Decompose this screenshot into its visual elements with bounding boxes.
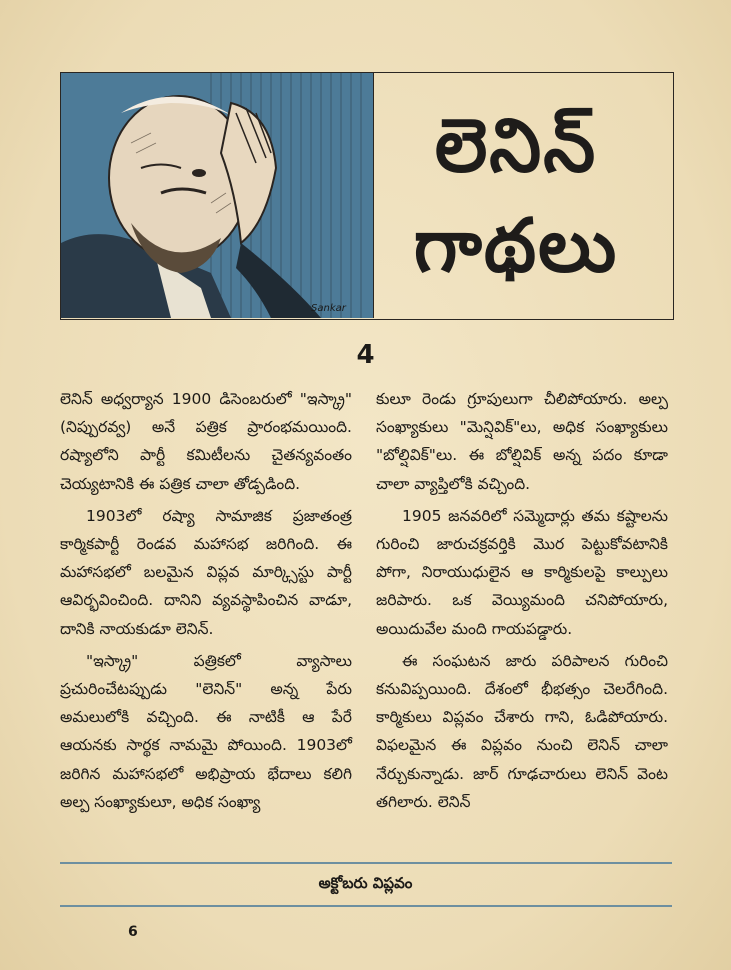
- title-line-2: గాథలు: [401, 209, 631, 283]
- paragraph: ఈ సంఘటన జారు పరిపాలన గురించి కనువిప్పయింది. దేశంలో భీభత్సం చెలరేగింది. కార్మికులు విప్లవం చేశారు గాని, ఓడిపోయారు. విఫలమైన ఈ విప్లవం నుంచి లెనిన్ చాలా నేర్చుకున్నాడు. జార్ గూఢచారులు లెనిన్ వెంట తగిలారు. లెనిన్: [376, 651, 668, 811]
- paragraph: 1905 జనవరిలో సమ్మెదార్లు తమ కష్టాలను గురించి జారుచక్రవర్తికి మొర పెట్టుకోవటానికి పోగా, నిరాయుధులైన ఆ కార్మికులపై కాల్పులు జరిపారు. ఒక వెయ్యిమంది చనిపోయారు, అయిదువేల మంది గాయపడ్డారు.: [376, 506, 668, 638]
- title-banner: [60, 72, 674, 320]
- paragraph: 1903లో రష్యా సామాజిక ప్రజాతంత్ర కార్మికపార్టీ రెండవ మహాసభ జరిగింది. ఈ మహాసభలో బలమైన విప్లవ మార్క్సిస్టు పార్టీ ఆవిర్భవించింది. దానిని వ్యవస్థాపించిన వాడూ, దానికి నాయకుడూ లెనిన్.: [60, 506, 352, 638]
- footer-divider-top: [60, 862, 672, 864]
- left-column: [60, 385, 352, 820]
- page-number: 6: [128, 924, 138, 940]
- paragraph: లెనిన్ అధ్వర్యాన 1900 డిసెంబరులో "ఇస్క్రా" (నిప్పురవ్వ) అనే పత్రిక ప్రారంభమయింది. రష్యాలోని పార్టీ కమిటీలను చైతన్యవంతం చెయ్యటానికి ఈ పత్రిక చాలా తోడ్పడింది.: [60, 390, 352, 493]
- paragraph: "ఇస్క్రా" పత్రికలో వ్యాసాలు ప్రచురించేటప్పుడు "లెనిన్" అన్న పేరు అమలులోకి వచ్చింది. ఈ నాటికీ ఆ పేరే ఆయనకు సార్థక నామమై పోయింది. 1903లో జరిగిన మహాసభలో అభిప్రాయ భేదాలు కలిగి అల్ప సంఖ్యాకులూ, అధిక సంఖ్యా: [60, 651, 352, 811]
- right-column: [376, 385, 668, 820]
- footer-divider-bottom: [60, 905, 672, 907]
- title-block: [401, 91, 631, 301]
- portrait-drawing: [61, 73, 373, 318]
- footer-title: అక్టోబరు విప్లవం: [318, 874, 413, 892]
- portrait-signature: Sankar: [311, 303, 346, 314]
- paragraph: కులూ రెండు గ్రూపులుగా చీలిపోయారు. అల్ప సంఖ్యాకులు "మెన్షివిక్"లు, అధిక సంఖ్యాకులు "బోల్షివిక్"లు. ఈ బోల్షివిక్ అన్న పదం కూడా చాలా వ్యాప్తిలోకి వచ్చింది.: [376, 390, 668, 493]
- chapter-number: 4: [356, 340, 375, 370]
- lenin-portrait-illustration: [61, 73, 374, 318]
- title-line-1: లెనిన్: [401, 109, 631, 183]
